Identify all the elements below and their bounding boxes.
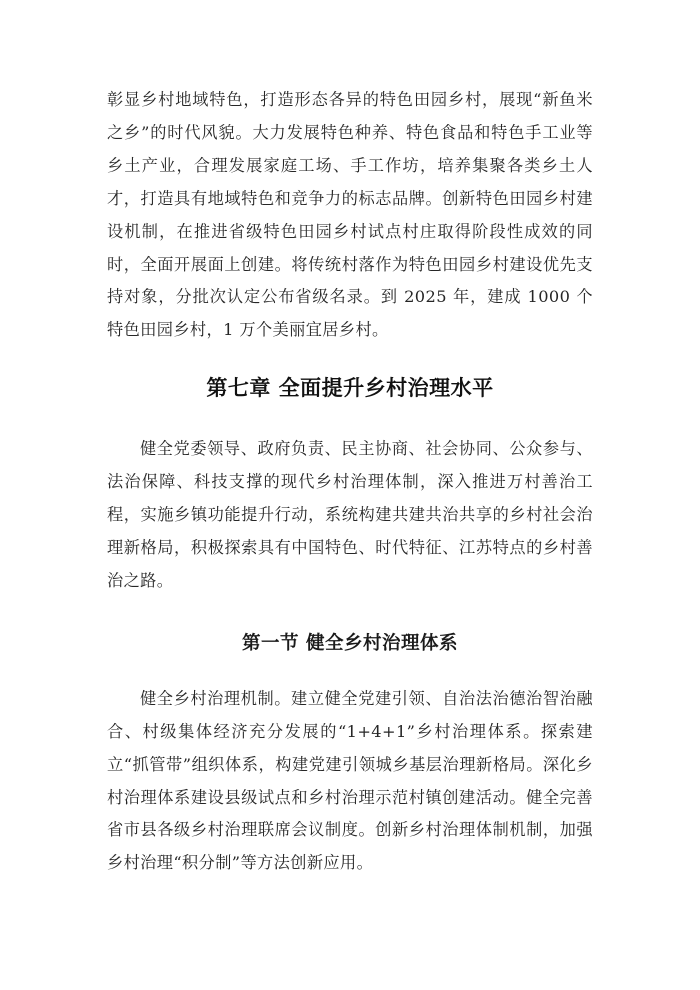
section-body-paragraph: 健全乡村治理机制。建立健全党建引领、自治法治德治智治融合、村级集体经济充分发展的“1+4+1”乡村治理体系。探索建立“抓管带”组织体系，构建党建引领城乡基层治理新格局。深化乡村治理体系建设县级试点和乡村治理示范村镇创建活动。健全完善省市县各级乡村治理联席会议制度。创新乡村治理体制机制，加强乡村治理“积分制”等方法创新应用。 <box>107 688 593 873</box>
spacer <box>107 408 593 433</box>
spacer <box>107 598 593 626</box>
body-paragraph-rural-features: 彰显乡村地域特色，打造形态各异的特色田园乡村，展现“新鱼米之乡”的时代风貌。大力发展特色种养、特色食品和特色手工业等乡土产业，合理发展家庭工场、手工作坊，培养集聚各类乡土人才，打造具有地域特色和竞争力的标志品牌。创新特色田园乡村建设机制，在推进省级特色田园乡村试点村庄取得阶段性成效的同时，全面开展面上创建。将传统村落作为特色田园乡村建设优先支持对象，分批次认定公布省级名录。到 2025 年，建成 1000 个特色田园乡村，1 万个美丽宜居乡村。 <box>107 90 593 340</box>
chapter-title: 第七章 全面提升乡村治理水平 <box>206 376 494 401</box>
spacer <box>107 347 593 368</box>
section-title: 第一节 健全乡村治理体系 <box>242 632 458 654</box>
chapter-intro-paragraph: 健全党委领导、政府负责、民主协商、社会协同、公众参与、法治保障、科技支撑的现代乡村治理体制，深入推进万村善治工程，实施乡镇功能提升行动，系统构建共建共治共享的乡村社会治理新格局，积极探索具有中国特色、时代特征、江苏特点的乡村善治之路。 <box>107 439 593 590</box>
document-page <box>107 84 593 880</box>
spacer <box>107 662 593 683</box>
